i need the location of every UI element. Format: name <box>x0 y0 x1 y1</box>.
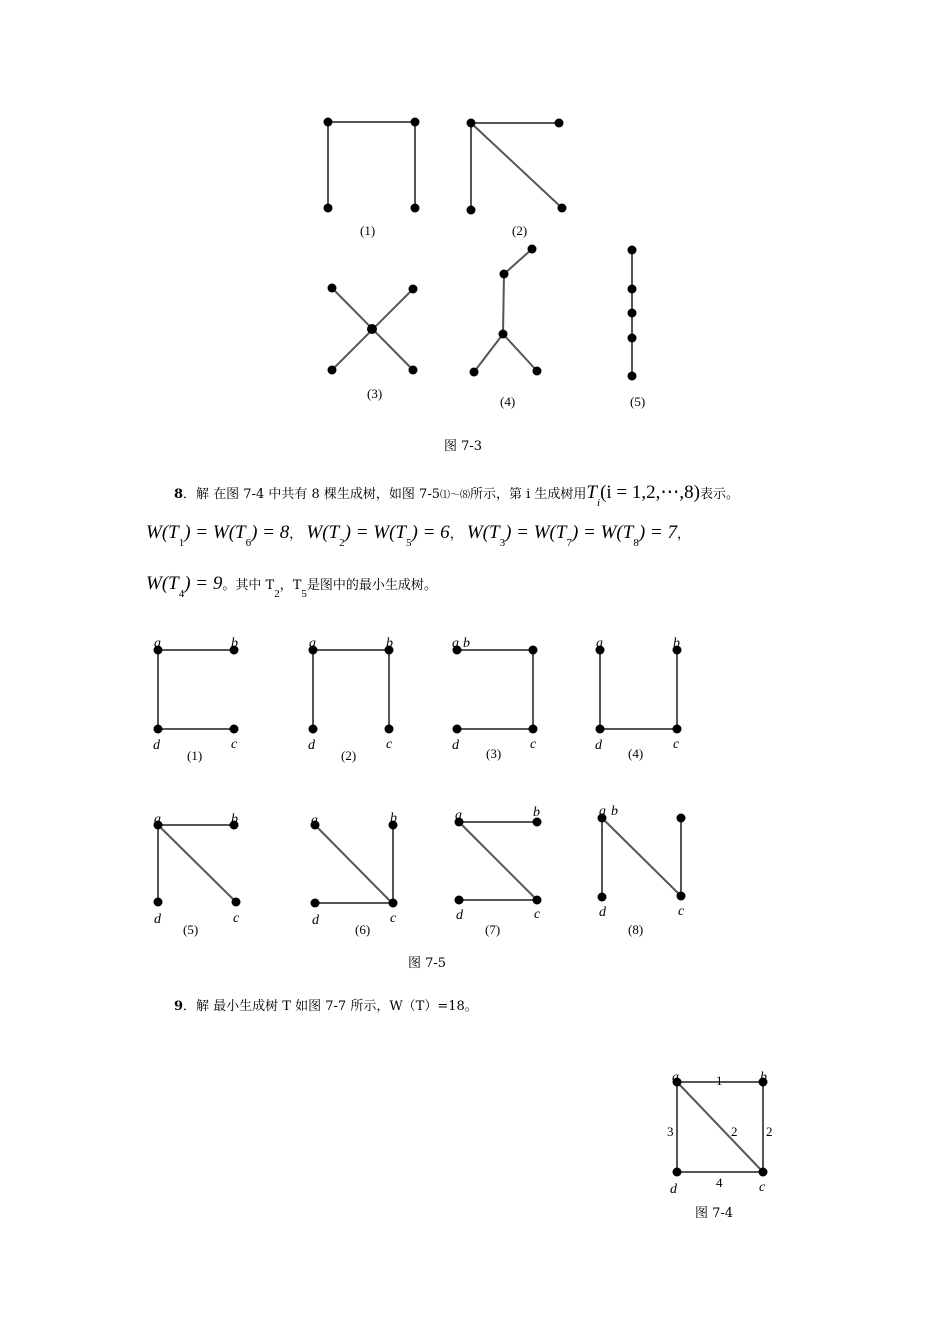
fig75-sublabel-4: (4) <box>628 746 644 761</box>
q9-number: 9 <box>174 999 184 1014</box>
fig75-sublabel-3: (3) <box>486 746 502 761</box>
fig75-tree-2 <box>313 650 389 729</box>
svg-text:b: b <box>611 804 618 819</box>
fig75-tree-5 <box>158 825 236 902</box>
q8-range: ⑴～⑻ <box>439 490 470 501</box>
fig75-tree-7 <box>459 822 537 900</box>
svg-text:c: c <box>530 737 537 752</box>
svg-text:b: b <box>533 805 540 820</box>
svg-text:1: 1 <box>716 1073 723 1088</box>
q8-ti-tail: 表示。 <box>699 487 739 502</box>
fig73-sublabel-3: (3) <box>367 386 383 401</box>
svg-text:b: b <box>463 636 470 651</box>
svg-text:c: c <box>233 911 240 926</box>
svg-text:a: a <box>452 636 459 651</box>
q8-intro2: 所示，第 i 生成树用 <box>469 487 587 502</box>
fig74-graph <box>677 1082 763 1172</box>
fig73-sublabel-4: (4) <box>500 394 516 409</box>
svg-text:b: b <box>760 1070 767 1085</box>
q8-conclusion: 。其中 $T_2$，$T_5$是图中的最小生成树。 <box>222 578 437 600</box>
svg-text:a: a <box>154 636 161 651</box>
fig75-caption: 图 7-5 <box>408 956 447 971</box>
svg-text:a: a <box>154 812 161 827</box>
svg-text:2: 2 <box>731 1124 738 1139</box>
svg-text:d: d <box>595 738 602 753</box>
svg-text:d: d <box>452 738 459 753</box>
svg-text:4: 4 <box>716 1175 723 1190</box>
svg-text:a: a <box>311 813 318 828</box>
fig73-vertices <box>324 118 637 381</box>
svg-text:c: c <box>759 1180 766 1195</box>
fig75-sublabel-1: (1) <box>187 748 203 763</box>
q8-number: 8 <box>174 487 184 502</box>
svg-text:a: a <box>672 1070 679 1085</box>
svg-text:a: a <box>309 636 316 651</box>
svg-text:b: b <box>390 811 397 826</box>
q8-equation-line-2: $W(T_4) = 9$。其中 $T_2$，$T_5$是图中的最小生成树。 <box>146 573 437 600</box>
fig75-tree-8 <box>602 818 681 897</box>
fig73-sublabel-1: (1) <box>360 223 376 238</box>
fig74-caption: 图 7-4 <box>695 1206 734 1221</box>
svg-text:b: b <box>386 636 393 651</box>
svg-text:c: c <box>390 911 397 926</box>
svg-text:2: 2 <box>766 1124 773 1139</box>
fig75-sublabel-2: (2) <box>341 748 357 763</box>
fig73-sublabel-5: (5) <box>630 394 646 409</box>
q9-line <box>174 995 478 1014</box>
svg-text:d: d <box>670 1182 677 1197</box>
q8-equation-line-1: $W(T_1) = W(T_6) = 8$， $W(T_2) = W(T_5) = 6$， $W(T_3) = W(T_7) = W(T_8) = 7$， <box>146 522 690 549</box>
svg-text:c: c <box>673 737 680 752</box>
svg-text:c: c <box>678 904 685 919</box>
svg-text:3: 3 <box>667 1124 674 1139</box>
q9-text: ．解 最小生成树 T 如图 7-7 所示，W（T）=18。 <box>183 999 478 1014</box>
fig75-sublabel-5: (5) <box>183 922 199 937</box>
fig75-vertex-labels <box>153 636 685 928</box>
fig75-tree-1 <box>158 650 234 729</box>
svg-text:a: a <box>596 636 603 651</box>
svg-text:b: b <box>231 636 238 651</box>
svg-text:d: d <box>599 905 606 920</box>
fig75-sublabel-6: (6) <box>355 922 371 937</box>
fig75-tree-3 <box>457 650 533 729</box>
svg-text:d: d <box>154 912 161 927</box>
svg-text:a: a <box>599 804 606 819</box>
svg-text:d: d <box>153 738 160 753</box>
q8-intro-line <box>174 481 739 509</box>
fig75-vertices <box>154 646 686 908</box>
svg-text:c: c <box>534 907 541 922</box>
fig73-tree-2 <box>471 123 562 210</box>
svg-text:b: b <box>673 636 680 651</box>
fig73-sublabel-2: (2) <box>512 223 528 238</box>
fig73-tree-1 <box>328 122 415 208</box>
svg-text:d: d <box>312 913 319 928</box>
q8-ti: T <box>586 482 597 503</box>
svg-text:c: c <box>231 737 238 752</box>
q8-ti-paren: (i = 1,2,⋯,8) <box>600 482 700 503</box>
fig75-sublabel-8: (8) <box>628 922 644 937</box>
svg-text:d: d <box>308 738 315 753</box>
fig75-tree-4 <box>600 650 677 729</box>
svg-text:a: a <box>455 808 462 823</box>
q8-intro: ．解 在图 7-4 中共有 8 棵生成树，如图 7-5 <box>183 487 440 502</box>
q8-ti-sub: i <box>597 497 601 509</box>
fig75-sublabel-7: (7) <box>485 922 501 937</box>
fig75-tree-6 <box>315 825 393 903</box>
fig73-tree-4 <box>474 249 537 372</box>
svg-text:d: d <box>456 908 463 923</box>
svg-text:b: b <box>231 812 238 827</box>
fig73-caption: 图 7-3 <box>444 439 483 454</box>
svg-text:c: c <box>386 737 393 752</box>
